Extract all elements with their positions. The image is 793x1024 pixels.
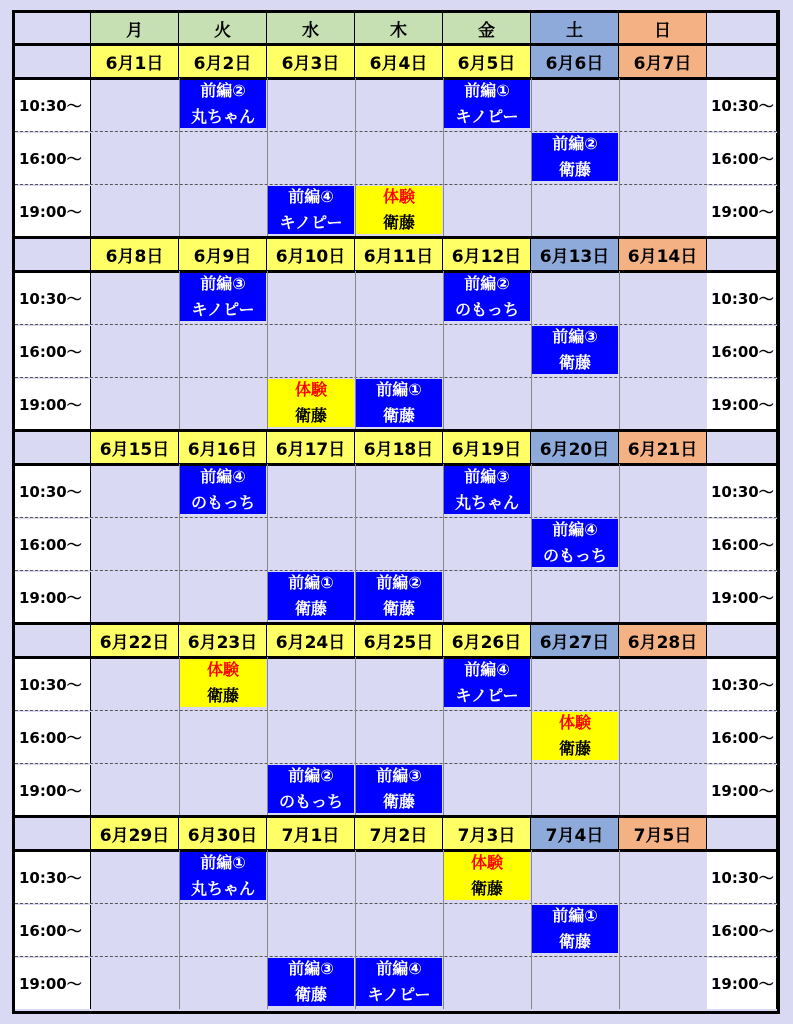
date-cell: 6月14日	[619, 239, 707, 271]
date-cell: 7月3日	[443, 818, 531, 850]
event-instructor: 衛藤	[558, 353, 591, 372]
schedule-event[interactable]	[532, 905, 618, 953]
event-instructor: 衛藤	[558, 160, 591, 179]
event-instructor: のもっち	[278, 792, 343, 811]
event-instructor: キノピー	[455, 107, 519, 126]
event-title: 前編④	[288, 187, 334, 206]
schedule-event[interactable]	[356, 572, 442, 620]
date-cell: 6月17日	[267, 432, 355, 464]
date-row-divider	[15, 77, 777, 80]
column-divider	[619, 850, 620, 1009]
slot-divider	[15, 324, 777, 325]
date-row-divider	[15, 656, 777, 659]
event-instructor: 衛藤	[382, 599, 415, 618]
date-cell: 6月21日	[619, 432, 707, 464]
column-divider	[619, 78, 620, 237]
date-row-spacer-left	[15, 46, 91, 78]
event-instructor: キノピー	[191, 300, 255, 319]
schedule-event[interactable]	[180, 659, 266, 707]
event-title: 前編②	[200, 81, 246, 100]
event-title: 前編③	[288, 959, 334, 978]
event-title: 前編①	[464, 81, 510, 100]
date-cell: 6月25日	[355, 625, 443, 657]
date-cell: 6月1日	[91, 46, 179, 78]
time-label-right: 19:00〜	[707, 186, 777, 237]
schedule-event[interactable]	[356, 958, 442, 1006]
date-cell: 6月6日	[531, 46, 619, 78]
schedule-event[interactable]	[532, 519, 618, 567]
date-cell: 6月28日	[619, 625, 707, 657]
time-label-left: 16:00〜	[15, 712, 91, 763]
time-label-right: 10:30〜	[707, 273, 777, 324]
date-cell: 6月5日	[443, 46, 531, 78]
schedule-calendar	[12, 10, 780, 1014]
date-cell: 6月2日	[179, 46, 267, 78]
date-cell: 6月8日	[91, 239, 179, 271]
schedule-event[interactable]	[268, 765, 354, 813]
date-row-divider	[15, 270, 777, 273]
date-cell: 6月19日	[443, 432, 531, 464]
event-instructor: のもっち	[190, 493, 255, 512]
time-label-right: 16:00〜	[707, 326, 777, 377]
date-row-divider	[15, 463, 777, 466]
event-instructor: 衛藤	[382, 406, 415, 425]
schedule-event[interactable]	[444, 80, 530, 128]
slot-divider	[15, 131, 777, 132]
event-instructor: 衛藤	[470, 879, 503, 898]
time-label-left: 16:00〜	[15, 326, 91, 377]
event-instructor: 衛藤	[294, 985, 327, 1004]
event-title: 前編④	[552, 520, 598, 539]
time-label-right: 16:00〜	[707, 519, 777, 570]
time-label-left: 16:00〜	[15, 133, 91, 184]
event-instructor: 丸ちゃん	[190, 879, 255, 898]
date-cell: 6月18日	[355, 432, 443, 464]
date-cell: 6月4日	[355, 46, 443, 78]
event-title: 前編③	[200, 274, 246, 293]
time-label-left: 19:00〜	[15, 572, 91, 623]
schedule-event[interactable]	[180, 466, 266, 514]
weekday-header: 金	[443, 13, 531, 44]
date-cell: 6月29日	[91, 818, 179, 850]
schedule-event[interactable]	[268, 958, 354, 1006]
time-label-left: 10:30〜	[15, 659, 91, 710]
date-cell: 6月20日	[531, 432, 619, 464]
column-divider	[619, 464, 620, 623]
schedule-event[interactable]	[532, 712, 618, 760]
event-title: 前編③	[376, 766, 422, 785]
time-label-right: 10:30〜	[707, 659, 777, 710]
time-label-left: 19:00〜	[15, 958, 91, 1009]
schedule-event[interactable]	[180, 273, 266, 321]
time-label-right: 10:30〜	[707, 80, 777, 131]
time-label-left: 10:30〜	[15, 273, 91, 324]
date-cell: 7月2日	[355, 818, 443, 850]
date-row-spacer-right	[707, 432, 777, 464]
schedule-event[interactable]	[444, 273, 530, 321]
date-cell: 6月11日	[355, 239, 443, 271]
schedule-event[interactable]	[444, 466, 530, 514]
date-cell: 7月5日	[619, 818, 707, 850]
time-label-left: 19:00〜	[15, 379, 91, 430]
time-label-right: 16:00〜	[707, 712, 777, 763]
event-instructor: のもっち	[542, 546, 607, 565]
date-cell: 6月12日	[443, 239, 531, 271]
date-cell: 6月15日	[91, 432, 179, 464]
event-title: 体験	[470, 853, 503, 872]
date-row-spacer-left	[15, 818, 91, 850]
date-row-spacer-left	[15, 432, 91, 464]
slot-divider	[15, 517, 777, 518]
date-cell: 7月1日	[267, 818, 355, 850]
event-title: 前編②	[464, 274, 510, 293]
schedule-event[interactable]	[268, 186, 354, 234]
date-cell: 6月3日	[267, 46, 355, 78]
weekday-header: 木	[355, 13, 443, 44]
time-label-left: 10:30〜	[15, 852, 91, 903]
event-title: 体験	[558, 713, 591, 732]
event-title: 前編②	[288, 766, 334, 785]
slot-divider	[15, 903, 777, 904]
event-instructor: キノピー	[455, 686, 519, 705]
event-title: 前編①	[552, 906, 598, 925]
event-title: 前編④	[200, 467, 246, 486]
time-label-left: 10:30〜	[15, 80, 91, 131]
date-cell: 6月26日	[443, 625, 531, 657]
schedule-event[interactable]	[356, 379, 442, 427]
event-title: 前編④	[464, 660, 510, 679]
date-row-spacer-right	[707, 818, 777, 850]
event-instructor: キノピー	[367, 985, 431, 1004]
date-row-divider	[15, 849, 777, 852]
event-title: 前編②	[552, 134, 598, 153]
schedule-event[interactable]	[180, 80, 266, 128]
weekday-header: 日	[619, 13, 707, 44]
time-label-right: 16:00〜	[707, 905, 777, 956]
event-title: 前編①	[288, 573, 334, 592]
event-title: 前編④	[376, 959, 422, 978]
schedule-event[interactable]	[532, 326, 618, 374]
weekday-header: 水	[267, 13, 355, 44]
event-instructor: 丸ちゃん	[454, 493, 519, 512]
date-cell: 6月16日	[179, 432, 267, 464]
event-instructor: 衛藤	[558, 932, 591, 951]
event-instructor: 衛藤	[382, 213, 415, 232]
date-cell: 6月13日	[531, 239, 619, 271]
time-label-right: 10:30〜	[707, 466, 777, 517]
event-title: 前編③	[464, 467, 510, 486]
schedule-event[interactable]	[180, 852, 266, 900]
schedule-event[interactable]	[356, 765, 442, 813]
time-label-right: 19:00〜	[707, 379, 777, 430]
header-corner-right	[707, 13, 777, 44]
date-cell: 6月9日	[179, 239, 267, 271]
time-label-right: 19:00〜	[707, 572, 777, 623]
date-row-spacer-right	[707, 46, 777, 78]
header-corner-left	[15, 13, 91, 44]
schedule-event[interactable]	[356, 186, 442, 234]
event-title: 前編①	[200, 853, 246, 872]
column-divider	[619, 657, 620, 816]
weekday-header: 土	[531, 13, 619, 44]
time-label-left: 19:00〜	[15, 186, 91, 237]
time-label-right: 10:30〜	[707, 852, 777, 903]
event-instructor: 衛藤	[206, 686, 239, 705]
event-title: 体験	[294, 380, 327, 399]
schedule-event[interactable]	[532, 133, 618, 181]
event-instructor: 丸ちゃん	[190, 107, 255, 126]
date-cell: 6月7日	[619, 46, 707, 78]
event-instructor: キノピー	[279, 213, 343, 232]
date-row-spacer-right	[707, 239, 777, 271]
event-instructor: 衛藤	[558, 739, 591, 758]
event-title: 体験	[382, 187, 415, 206]
event-title: 体験	[206, 660, 239, 679]
slot-divider	[15, 710, 777, 711]
date-cell: 6月23日	[179, 625, 267, 657]
time-label-right: 19:00〜	[707, 958, 777, 1009]
event-instructor: のもっち	[454, 300, 519, 319]
date-cell: 7月4日	[531, 818, 619, 850]
column-divider	[619, 271, 620, 430]
event-instructor: 衛藤	[382, 792, 415, 811]
schedule-event[interactable]	[444, 659, 530, 707]
time-label-left: 19:00〜	[15, 765, 91, 816]
weekday-header: 月	[91, 13, 179, 44]
date-cell: 6月30日	[179, 818, 267, 850]
schedule-event[interactable]	[268, 379, 354, 427]
date-cell: 6月27日	[531, 625, 619, 657]
event-title: 前編①	[376, 380, 422, 399]
date-cell: 6月22日	[91, 625, 179, 657]
schedule-event[interactable]	[268, 572, 354, 620]
time-label-left: 16:00〜	[15, 905, 91, 956]
time-label-right: 16:00〜	[707, 133, 777, 184]
event-title: 前編②	[376, 573, 422, 592]
time-label-right: 19:00〜	[707, 765, 777, 816]
time-label-left: 16:00〜	[15, 519, 91, 570]
time-label-left: 10:30〜	[15, 466, 91, 517]
date-row-spacer-left	[15, 625, 91, 657]
schedule-event[interactable]	[444, 852, 530, 900]
date-row-spacer-left	[15, 239, 91, 271]
date-cell: 6月24日	[267, 625, 355, 657]
event-instructor: 衛藤	[294, 406, 327, 425]
event-title: 前編③	[552, 327, 598, 346]
date-cell: 6月10日	[267, 239, 355, 271]
weekday-header: 火	[179, 13, 267, 44]
date-row-spacer-right	[707, 625, 777, 657]
event-instructor: 衛藤	[294, 599, 327, 618]
